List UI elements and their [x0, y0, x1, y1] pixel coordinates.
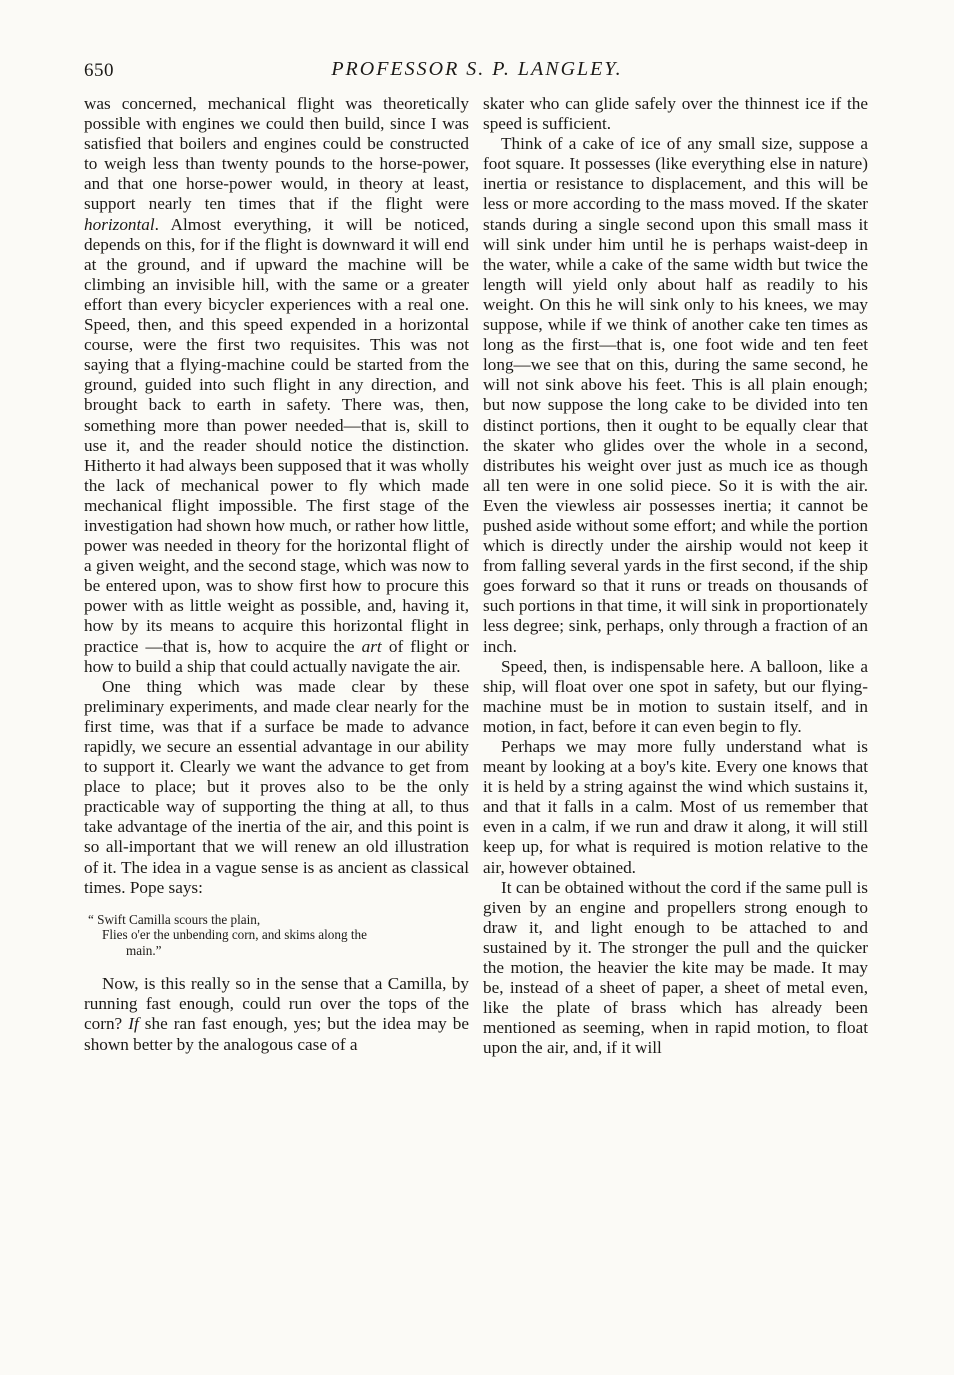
left-column [84, 94, 469, 1055]
emphasis: horizontal [84, 214, 155, 234]
paragraph: It can be obtained without the cord if the same pull is given by an engine and propellers strong enough to draw it, and light enough to be attached to and sustained by it. The stronger the pull and the quicker the motion, the heavier the kite may be made. It may be, instead of a sheet of paper, a sheet of metal even, like the plate of brass which has already been mentioned as seeming, when in rapid motion, to float upon the air, and, if it will [483, 877, 868, 1058]
paragraph: One thing which was made clear by these preliminary experiments, and made clear nearly for the first time, was that if a surface be made to advance rapidly, we secure an essential advantage in our ability to support it. Clearly we want the advance to get from place to place; but it proves also to be the only practicable way of supporting the thing at all, to thus take advantage of the inertia of the air, and this point is so all-important that we will renew an old illustration of it. The idea in a vague sense is as ancient as classical times. Pope says: [84, 676, 469, 897]
emphasis: If [128, 1014, 139, 1034]
paragraph: Think of a cake of ice of any small size, suppose a foot square. It possesses (like everything else in nature) inertia or resistance to displacement, and this will be less or more according to the mass moved. If the skater stands during a single second upon this small mass it will sink under him until he is perhaps waist-deep in the water, while a cake of the same width but twice the length will yield only about half as readily to his weight. On this he will sink only to his knees, we may suppose, while if we think of another cake ten times as long as the first—that is, one foot wide and ten feet long—we see that on this, during the same second, he will not sink above his feet. This is all plain enough; but now suppose the long cake to be divided into ten distinct portions, then it ought to be equally clear that the skater who glides over the whole in a second, distributes his weight over just as much ice as though all ten were in one solid piece. So it is with the air. Even the viewless air possesses inertia; it cannot be pushed aside without some effort; and while the portion which is directly under the airship would not keep it from falling several yards in the first second, if the ship goes forward so that it runs or treads on thousands of such portions in that time, it will sink in proportionately less degree; sink, perhaps, only through a fraction of an inch. [483, 134, 868, 656]
quote-line: main.” [126, 942, 162, 958]
paragraph: was concerned, mechanical flight was theoretically possible with engines we could then build, since I was satisfied that boilers and engines could be constructed to weigh less than twenty pounds to the horse-power, and that one horse-power would, in theory at least, support nearly ten times that if the flight were horizontal. Almost everything, it will be noticed, depends on this, for if the flight is downward it will end at the ground, and if upward the machine will be climbing an invisible hill, with the same or a greater effort than every bicycler experiences with a real one. Speed, then, and this speed expended in a horizontal course, were the first two requisites. This was not saying that a flying-machine could be started from the ground, guided into such flight in any direction, and brought back to earth in safety. There was, then, something more than power needed—that is, skill to use it, and the reader should notice the distinction. Hitherto it had always been supposed that it was wholly the lack of mechanical power to fly which made mechanical flight impossible. The first stage of the investigation had shown how much, or rather how little, power was needed in theory for the horizontal flight of a given weight, and the second stage, which was now to be entered upon, was to show first how to procure this power with as little weight as possible, and, having it, how by its means to acquire this horizontal flight in practice —that is, how to acquire the art of flight or how to build a ship that could actually navigate the air. [84, 94, 469, 676]
quote-line: “ Swift Camilla scours the plain, [88, 911, 261, 927]
right-column [483, 94, 868, 1059]
paragraph: skater who can glide safely over the thinnest ice if the speed is sufficient. [483, 94, 868, 134]
verse-quotation [84, 912, 469, 959]
page-number: 650 [84, 60, 114, 81]
paragraph: Perhaps we may more fully understand what is meant by looking at a boy's kite. Every one knows that it is held by a string against the wind which sustains it, and that it falls in a calm. Most of us remember that even in a calm, if we run and draw it along, it will still keep up, for what is required is motion relative to the air, however obtained. [483, 737, 868, 877]
paragraph: Speed, then, is indispensable here. A balloon, like a ship, will float over one spot in safety, but our flying-machine must be in motion to sustain itself, and in motion, in fact, before it can even begin to fly. [483, 656, 868, 736]
running-head: PROFESSOR S. P. LANGLEY. [331, 58, 623, 80]
emphasis: art [361, 636, 382, 656]
paragraph: Now, is this really so in the sense that a Camilla, by running fast enough, could run over the tops of the corn? If she ran fast enough, yes; but the idea may be shown better by the analogous case of a [84, 974, 469, 1054]
quote-line: Flies o'er the unbending corn, and skims along the [102, 927, 367, 943]
